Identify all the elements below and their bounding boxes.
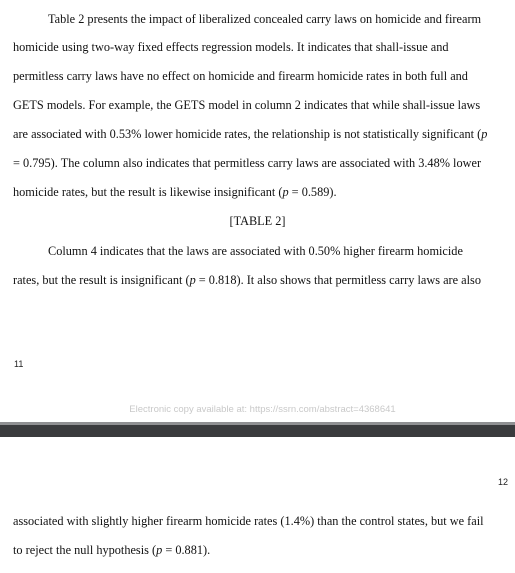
paragraph-line (13, 68, 468, 84)
text-segment: GETS models. For example, the GETS model in column 2 indicates that while shall-issue laws (13, 98, 481, 112)
text-segment: permitless carry laws have no effect on homicide and firearm homicide rates in both full and (13, 69, 468, 83)
p-symbol: p (156, 543, 163, 557)
paragraph-line (13, 39, 449, 55)
page-number: 12 (498, 477, 509, 487)
p-symbol: p (189, 273, 196, 287)
paragraph-line (13, 184, 337, 200)
text-segment: homicide using two-way fixed effects regression models. It indicates that shall-issue and (13, 40, 449, 54)
paragraph-line (13, 155, 481, 171)
p-symbol: p (481, 127, 488, 141)
paragraph-line (13, 513, 484, 529)
text-segment: to reject the null hypothesis ( (13, 543, 157, 557)
text-segment: = 0.795). The column also indicates that permitless carry laws are associated with 3.48% lower (13, 156, 482, 170)
paragraph-line (13, 126, 487, 142)
paragraph-line (13, 272, 481, 288)
text-segment: Column 4 indicates that the laws are associated with 0.50% higher firearm homicide (48, 244, 463, 258)
paragraph-line (13, 542, 210, 558)
paragraph-line (13, 97, 480, 113)
ssrn-footer-note: Electronic copy available at: https://ssrn.com/abstract=4368641 (129, 404, 396, 415)
text-segment: [TABLE 2] (229, 214, 286, 228)
text-segment: rates, but the result is insignificant ( (13, 273, 190, 287)
page-separator (0, 425, 515, 437)
paragraph-line (48, 243, 463, 259)
text-segment: = 0.818). It also shows that permitless carry laws are also (195, 273, 481, 287)
paragraph-line (48, 11, 481, 27)
pdf-page-12 (0, 437, 515, 573)
text-segment: are associated with 0.53% lower homicide rates, the relationship is not statistically significant ( (13, 127, 482, 141)
table-placeholder (0, 213, 515, 229)
p-symbol: p (282, 185, 289, 199)
text-segment: Table 2 presents the impact of liberalized concealed carry laws on homicide and firearm (48, 12, 482, 26)
text-segment: homicide rates, but the result is likewise insignificant ( (13, 185, 283, 199)
text-segment: associated with slightly higher firearm homicide rates (1.4%) than the control states, but we fail (13, 514, 484, 528)
text-segment: = 0.881). (162, 543, 211, 557)
text-segment: = 0.589). (288, 185, 337, 199)
page-number: 11 (14, 359, 24, 369)
